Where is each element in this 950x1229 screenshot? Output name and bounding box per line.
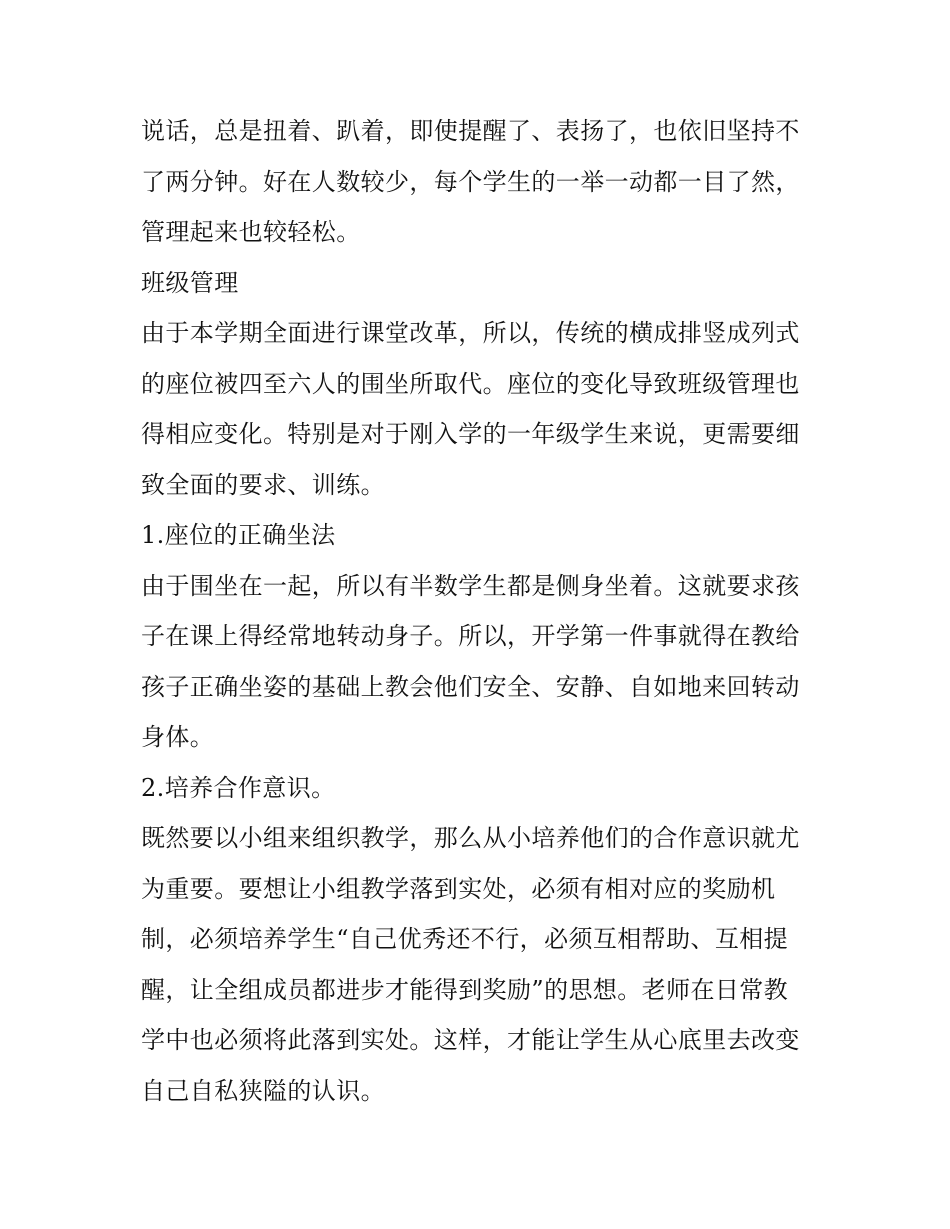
text-line: 既然要以小组来组织教学，那么从小培养他们的合作意识就尤 xyxy=(141,824,800,852)
text-line: 为重要。要想让小组教学落到实处，必须有相对应的奖励机 xyxy=(141,874,776,903)
text-line: 孩子正确坐姿的基础上教会他们安全、安静、自如地来回转动 xyxy=(141,672,800,701)
text-line: 身体。 xyxy=(141,723,215,751)
text-line: 子在课上得经常地转动身子。所以，开学第一件事就得在教给 xyxy=(141,622,800,650)
text-line: 管理起来也较轻松。 xyxy=(141,218,361,246)
section-heading-class-management: 班级管理 xyxy=(141,268,239,297)
text-line: 学中也必须将此落到实处。这样，才能让学生从心底里去改变 xyxy=(141,1026,800,1054)
text-line: 的座位被四至六人的围坐所取代。座位的变化导致班级管理也 xyxy=(141,369,800,398)
text-line: 了两分钟。好在人数较少，每个学生的一举一动都一目了然， xyxy=(141,167,800,196)
text-line: 说话，总是扭着、趴着，即使提醒了、表扬了，也依旧坚持不 xyxy=(141,117,800,145)
text-line: 致全面的要求、训练。 xyxy=(141,470,385,499)
text-line: 醒，让全组成员都进步才能得到奖励”的思想。老师在日常教 xyxy=(141,975,789,1004)
text-line: 制，必须培养学生“自己优秀还不行，必须互相帮助、互相提 xyxy=(141,925,789,953)
text-line: 自己自私狭隘的认识。 xyxy=(141,1076,385,1105)
subheading-seating: 1.座位的正确坐法 xyxy=(141,521,336,549)
document-body xyxy=(141,106,821,1116)
text-line: 由于围坐在一起，所以有半数学生都是侧身坐着。这就要求孩 xyxy=(141,571,800,600)
text-line: 得相应变化。特别是对于刚入学的一年级学生来说，更需要细 xyxy=(141,420,800,448)
text-line: 由于本学期全面进行课堂改革，所以，传统的横成排竖成列式 xyxy=(141,319,800,347)
subheading-cooperation: 2.培养合作意识。 xyxy=(141,773,336,802)
